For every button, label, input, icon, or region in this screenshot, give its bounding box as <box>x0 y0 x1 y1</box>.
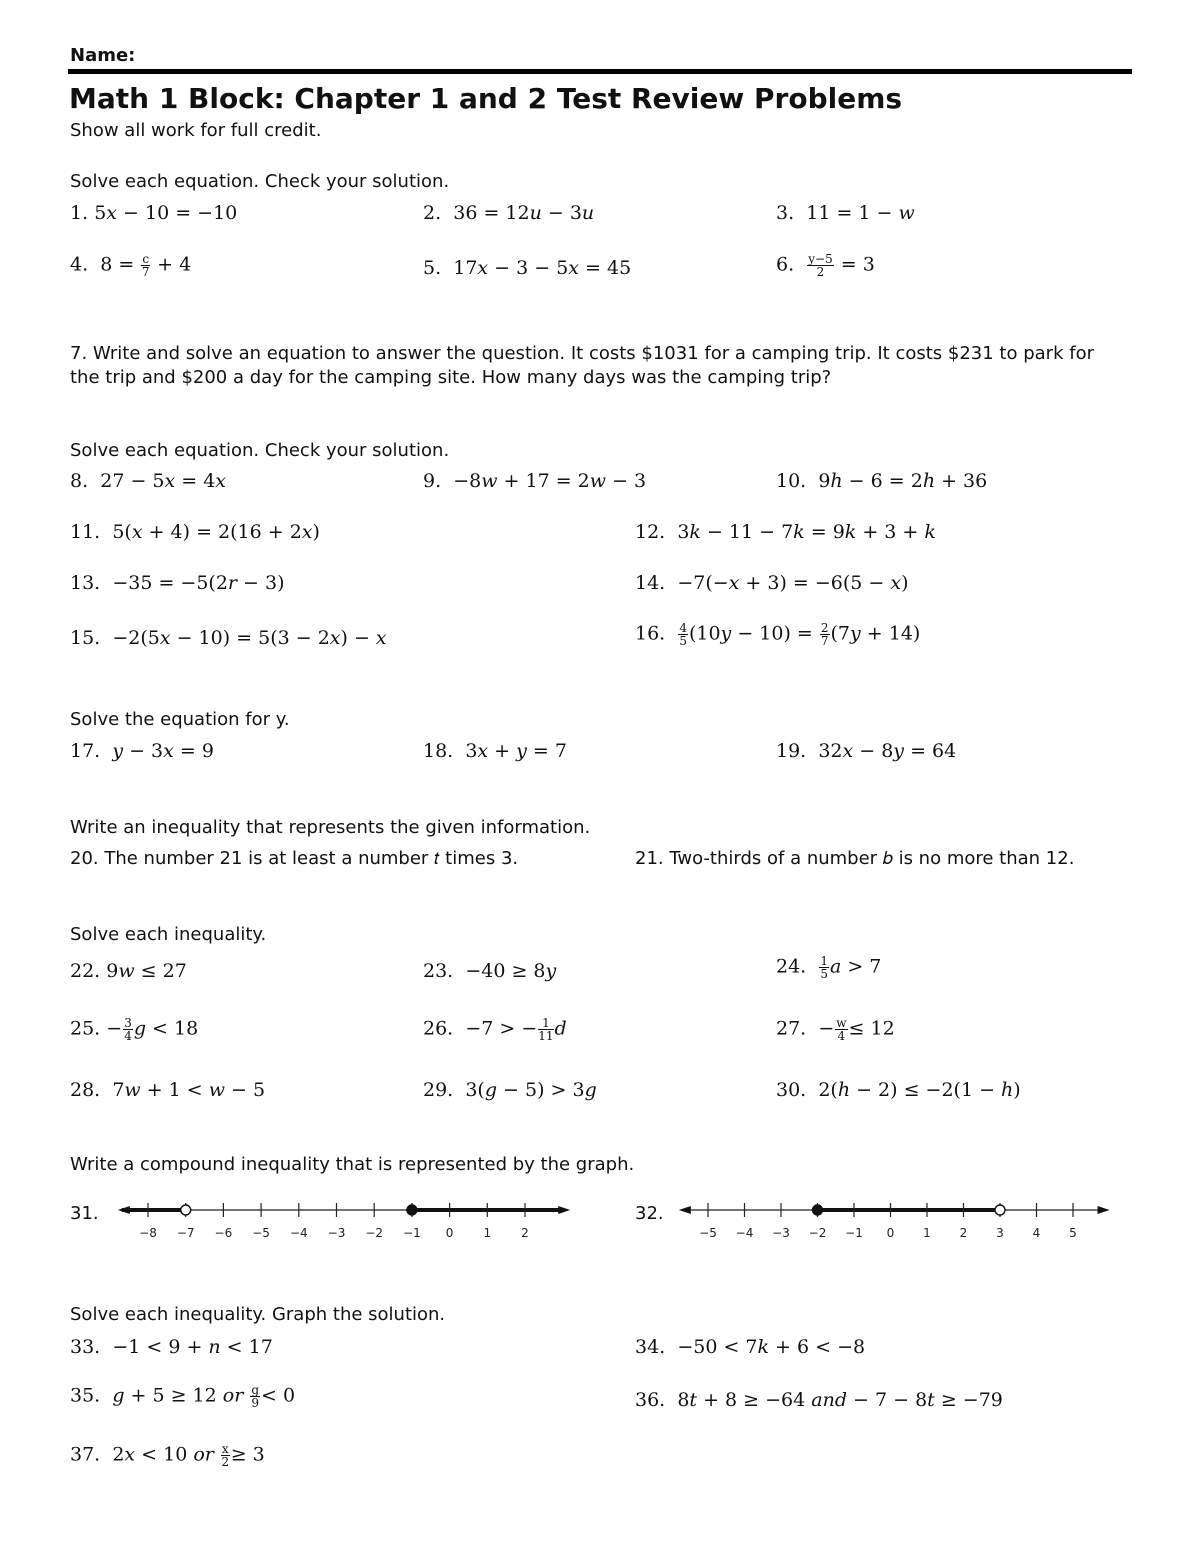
problem-35: 35. 𝑔 + 5 ≥ 12 𝑜𝑟 $\frac{g}{9}$ < 0 <box>70 1383 296 1410</box>
problem-3: 3. 11 = 1 − 𝑤 <box>776 202 915 224</box>
tick-label: 1 <box>483 1226 492 1240</box>
problem-19: 19. 32𝑥 − 8𝑦 = 64 <box>776 740 957 762</box>
tick-label: 5 <box>1069 1226 1077 1240</box>
section-heading: Solve each inequality. <box>70 924 267 945</box>
problem-26: 26. −7 > − $\frac{1}{11}$ 𝑑 <box>423 1016 567 1043</box>
header-rule <box>68 69 1132 74</box>
tick-label: −2 <box>365 1226 384 1240</box>
tick-label: −7 <box>176 1226 195 1240</box>
problem-32-number: 32. <box>635 1203 664 1224</box>
tick-label: −4 <box>289 1226 308 1240</box>
instruction-text: Show all work for full credit. <box>70 120 322 141</box>
page-title: Math 1 Block: Chapter 1 and 2 Test Review Problems <box>69 82 903 115</box>
name-label: Name: <box>70 45 136 66</box>
tick-label: 2 <box>521 1226 529 1240</box>
problem-7: 7. Write and solve an equation to answer the question. It costs $1031 for a camping trip. It costs $231 to park for the trip and $200 a day for the camping site. How many days was the camping trip? <box>70 343 1094 388</box>
section-heading: Solve the equation for y. <box>70 709 290 730</box>
tick-label: 2 <box>959 1226 968 1240</box>
tick-label: 1 <box>923 1226 931 1240</box>
problem-16: 16. $\frac{4}{5}$ (10𝑦 − 10) = $\frac{2}{7}$ (7𝑦 + 14) <box>635 621 921 648</box>
tick-label: −3 <box>772 1226 790 1240</box>
problem-20: 20. The number 21 is at least a number 𝑡 times 3. <box>70 848 519 869</box>
problem-10: 10. 9ℎ − 6 = 2ℎ + 36 <box>776 470 988 492</box>
tick-label: 3 <box>996 1226 1004 1240</box>
section-heading: Solve each equation. Check your solution. <box>70 171 450 192</box>
problem-21: 21. Two-thirds of a number 𝑏 is no more than 12. <box>635 848 1075 869</box>
problem-31-number: 31. <box>70 1203 99 1224</box>
problem-30: 30. 2(ℎ − 2) ≤ −2(1 − ℎ) <box>776 1079 1021 1101</box>
problem-1: 1. 5𝑥 − 10 = −10 <box>70 202 238 224</box>
problem-29: 29. 3(𝑔 − 5) > 3𝑔 <box>423 1079 597 1101</box>
problem-24: 24. $\frac{1}{5}$ 𝑎 > 7 <box>776 954 882 981</box>
open-point <box>181 1205 191 1215</box>
tick-label: −6 <box>214 1226 233 1240</box>
problem-13: 13. −35 = −5(2𝑟 − 3) <box>70 572 285 594</box>
problem-33: 33. −1 < 9 + 𝑛 < 17 <box>70 1336 273 1358</box>
problem-14: 14. −7(−𝑥 + 3) = −6(5 − 𝑥) <box>635 572 909 594</box>
problem-22: 22. 9𝑤 ≤ 27 <box>70 960 187 982</box>
problem-4: 4. 8 = $\frac{c}{7}$ + 4 <box>70 252 192 279</box>
problem-8: 8. 27 − 5𝑥 = 4𝑥 <box>70 470 227 492</box>
right-arrow <box>1098 1206 1110 1214</box>
tick-label: 0 <box>886 1226 895 1240</box>
tick-label: −5 <box>252 1226 270 1240</box>
tick-label: −3 <box>327 1226 346 1240</box>
problem-12: 12. 3𝑘 − 11 − 7𝑘 = 9𝑘 + 3 + 𝑘 <box>635 521 936 543</box>
tick-label: −5 <box>699 1226 717 1240</box>
problem-15: 15. −2(5𝑥 − 10) = 5(3 − 2𝑥) − 𝑥 <box>70 627 387 649</box>
problem-25: 25. − $\frac{3}{4}$ 𝑔 < 18 <box>70 1016 199 1043</box>
number-line-32 <box>670 1196 1115 1242</box>
problem-2: 2. 36 = 12𝑢 − 3𝑢 <box>423 202 595 224</box>
problem-27: 27. − $\frac{w}{4}$ ≤ 12 <box>776 1016 895 1043</box>
closed-point <box>407 1205 417 1215</box>
tick-label: −1 <box>845 1226 863 1240</box>
problem-9: 9. −8𝑤 + 17 = 2𝑤 − 3 <box>423 470 647 492</box>
tick-label: 4 <box>1032 1226 1041 1240</box>
problem-6: 6. $\frac{y-5}{2}$ = 3 <box>776 252 875 279</box>
problem-11: 11. 5(𝑥 + 4) = 2(16 + 2𝑥) <box>70 521 320 543</box>
problem-23: 23. −40 ≥ 8𝑦 <box>423 960 557 982</box>
section-heading: Solve each inequality. Graph the solution. <box>70 1304 446 1325</box>
problem-5: 5. 17𝑥 − 3 − 5𝑥 = 45 <box>423 257 632 279</box>
problem-28: 28. 7𝑤 + 1 < 𝑤 − 5 <box>70 1079 266 1101</box>
problem-18: 18. 3𝑥 + 𝑦 = 7 <box>423 740 567 762</box>
tick-label: −2 <box>808 1226 827 1240</box>
tick-label: −4 <box>735 1226 754 1240</box>
left-arrow <box>679 1206 691 1214</box>
problem-34: 34. −50 < 7𝑘 + 6 < −8 <box>635 1336 866 1358</box>
open-point <box>995 1205 1005 1215</box>
tick-label: −8 <box>139 1226 157 1240</box>
number-line-31 <box>105 1196 575 1242</box>
tick-label: −1 <box>403 1226 421 1240</box>
section-heading: Write a compound inequality that is represented by the graph. <box>70 1154 635 1175</box>
closed-point <box>813 1205 823 1215</box>
problem-37: 37. 2𝑥 < 10 𝑜𝑟 $\frac{x}{2}$ ≥ 3 <box>70 1442 265 1469</box>
problem-36: 36. 8𝑡 + 8 ≥ −64 𝑎𝑛𝑑 − 7 − 8𝑡 ≥ −79 <box>635 1389 1003 1411</box>
section-heading: Solve each equation. Check your solution. <box>70 440 450 461</box>
problem-17: 17. 𝑦 − 3𝑥 = 9 <box>70 740 214 762</box>
tick-label: 0 <box>445 1226 454 1240</box>
section-heading: Write an inequality that represents the given information. <box>70 817 591 838</box>
